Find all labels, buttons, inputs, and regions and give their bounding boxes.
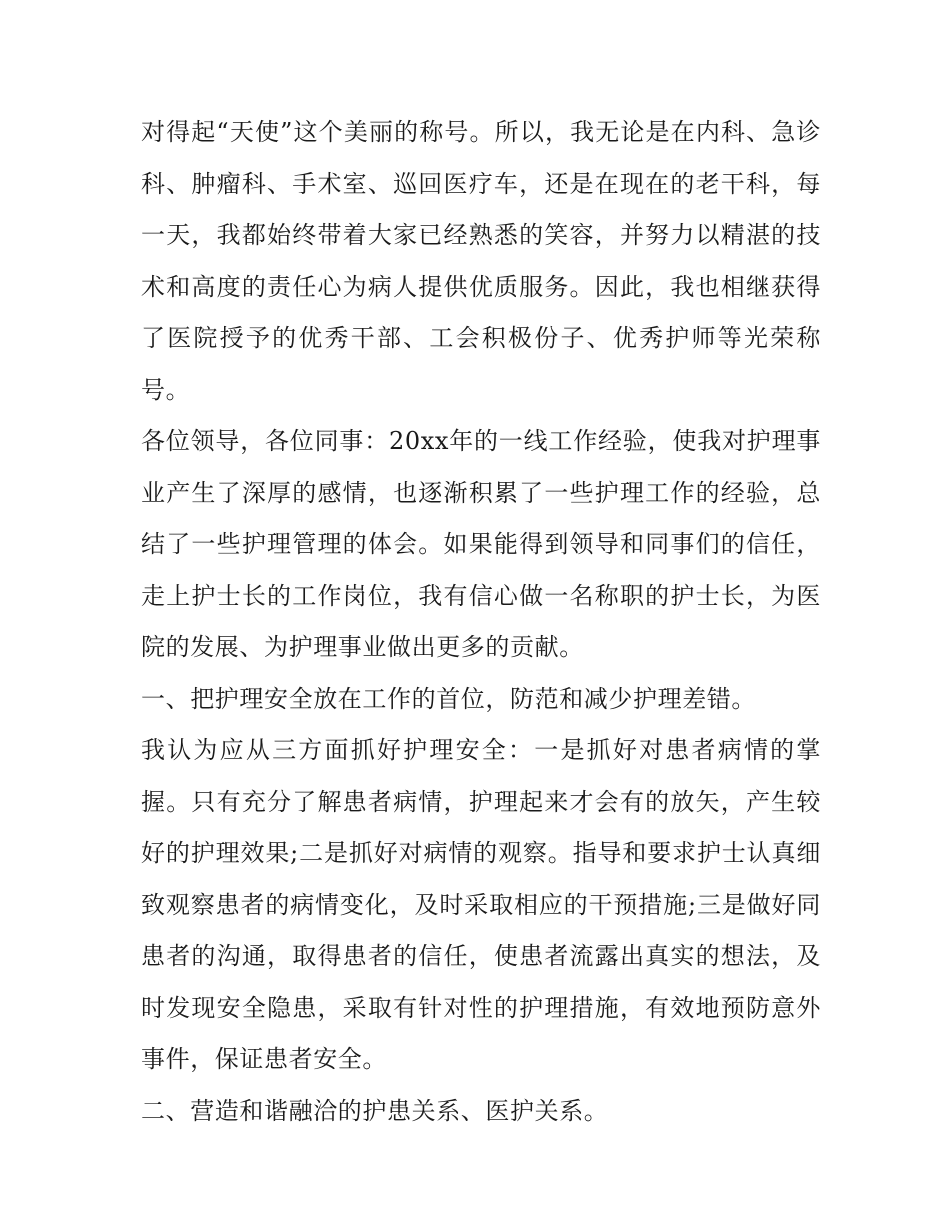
paragraph-experience: 各位领导，各位同事：20xx年的一线工作经验，使我对护理事业产生了深厚的感情，也逐渐积累了一些护理工作的经验，总结了一些护理管理的体会。如果能得到领导和同事们的信任，走上护士长的工作岗位，我有信心做一名称职的护士长，为医院的发展、为护理事业做出更多的贡献。: [141, 427, 821, 661]
heading-nursing-safety: 一、把护理安全放在工作的首位，防范和减少护理差错。: [141, 684, 756, 713]
heading-relationships: 二、营造和谐融洽的护患关系、医护关系。: [141, 1096, 609, 1125]
paragraph-safety-measures: 我认为应从三方面抓好护理安全：一是抓好对患者病情的掌握。只有充分了解患者病情，护理起来才会有的放矢，产生较好的护理效果;二是抓好对病情的观察。指导和要求护士认真细致观察患者的病情变化，及时采取相应的干预措施;三是做好同患者的沟通，取得患者的信任，使患者流露出真实的想法，及时发现安全隐患，采取有针对性的护理措施，有效地预防意外事件，保证患者安全。: [141, 736, 821, 1073]
paragraph-angel-title: 对得起“天使”这个美丽的称号。所以，我无论是在内科、急诊科、肿瘤科、手术室、巡回医疗车，还是在现在的老干科，每一天，我都始终带着大家已经熟悉的笑容，并努力以精湛的技术和高度的责任心为病人提供优质服务。因此，我也相继获得了医院授予的优秀干部、工会积极份子、优秀护师等光荣称号。: [141, 118, 821, 404]
document-body: [141, 107, 821, 1137]
